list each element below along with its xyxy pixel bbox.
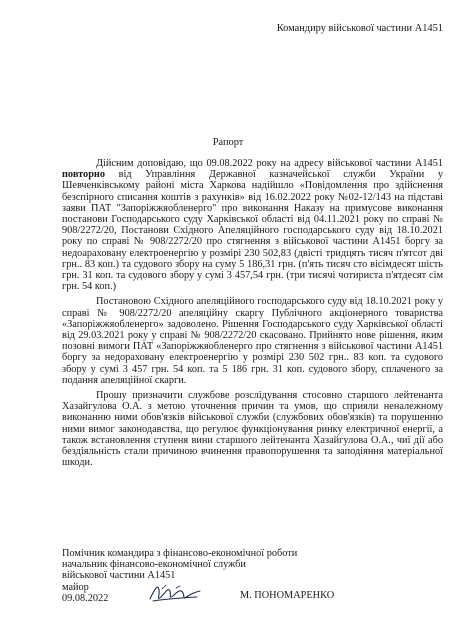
paragraph-1-text-b: від Управління Державної казначейської служби України у Шевченківському районі міста Харкова надійшло «Повідомлення про здійснення безспірного списання коштів з рахунків» від 16.02.2022 року №02-12/143 на підставі заяви ПАТ "Запоріжжяобленерго" про виконання Наказу на примусове виконання постанови Господарського суду Харківської області від 04.11.2021 року по справі № 908/2272/20, Постанови Східного Апеляційного господарського суду від 18.10.2021 року по справі № 908/2272/20 про стягнення з військової частини А1451 боргу за недоараховану електроенергію у розмірі 230 502,83 (двісті тридцять тисяч п'ятсот дві грн.. 83 коп.) та судового збору на суму 5 186,31 грн. (п'ять тисяч сто вісімдесят шість грн. 31 коп. та судового збору у сумі 3 457,54 грн. (три тисячі чотириста п'ятдесят сім грн. 54 коп.): [62, 169, 443, 293]
paragraph-2: Постановою Східного апеляційного господарського суду від 18.10.2021 року у справі № 908/2272/20 апеляційну скаргу Публічного акціонерного товариства «Запоріжжяобленерго» задоволено. Рішення Господарського суду Харківської області від 29.03.2021 року у справі № 908/2272/20 скасовано. Прийнято нове рішення, яким позовні вимоги ПАТ «Запоріжжяобленерго про стягнення з військової частини А1451 боргу за недораховану електроенергію у розмірі 230 502 грн.. 83 коп. та судового збору у сумі 3 457 грн. 54 коп. та 5 186 грн. 31 коп. судового збору, сплаченого за подання апеляційної скарги.: [62, 296, 443, 386]
paragraph-1: [62, 158, 443, 292]
signature-date: 09.08.2022: [62, 592, 109, 604]
document-title: Рапорт: [212, 137, 244, 148]
recipient-line: Командиру військової частини А1451: [276, 23, 443, 34]
signer-position-3: військової частини А1451: [62, 570, 176, 582]
paragraph-1-bold: повторно: [62, 169, 106, 181]
signer-rank: майор: [62, 581, 89, 593]
signer-position-2: начальник фінансово-економічної служби: [62, 559, 246, 571]
handwritten-signature: [147, 580, 202, 606]
paragraph-1-text-a: Дійсним доповідаю, що 09.08.2022 року на адресу військової частини А1451: [96, 158, 443, 169]
paragraph-3: Прошу призначити службове розслідування стосовно старшого лейтенанта Хазайгулова О.А. з метою уточнення причин та умов, що сприяли неналежному виконанню ними обов'язків військової служби (службових обов'язків) та порушенню ними вимог законодавства, що регулює функціонування ринку електричної енергії, а також встановлення ступеня вини старшого лейтенанта Хазайгулова О.А., чиї дії або бездіяльність стали причиною вчинення правопорушення та заподіяння матеріальної шкоди.: [62, 390, 443, 469]
signer-name: М. ПОНОМАРЕНКО: [240, 590, 335, 601]
signer-position-1: Помічник командира з фінансово-економічної роботи: [62, 548, 298, 559]
document-body: [62, 158, 443, 472]
